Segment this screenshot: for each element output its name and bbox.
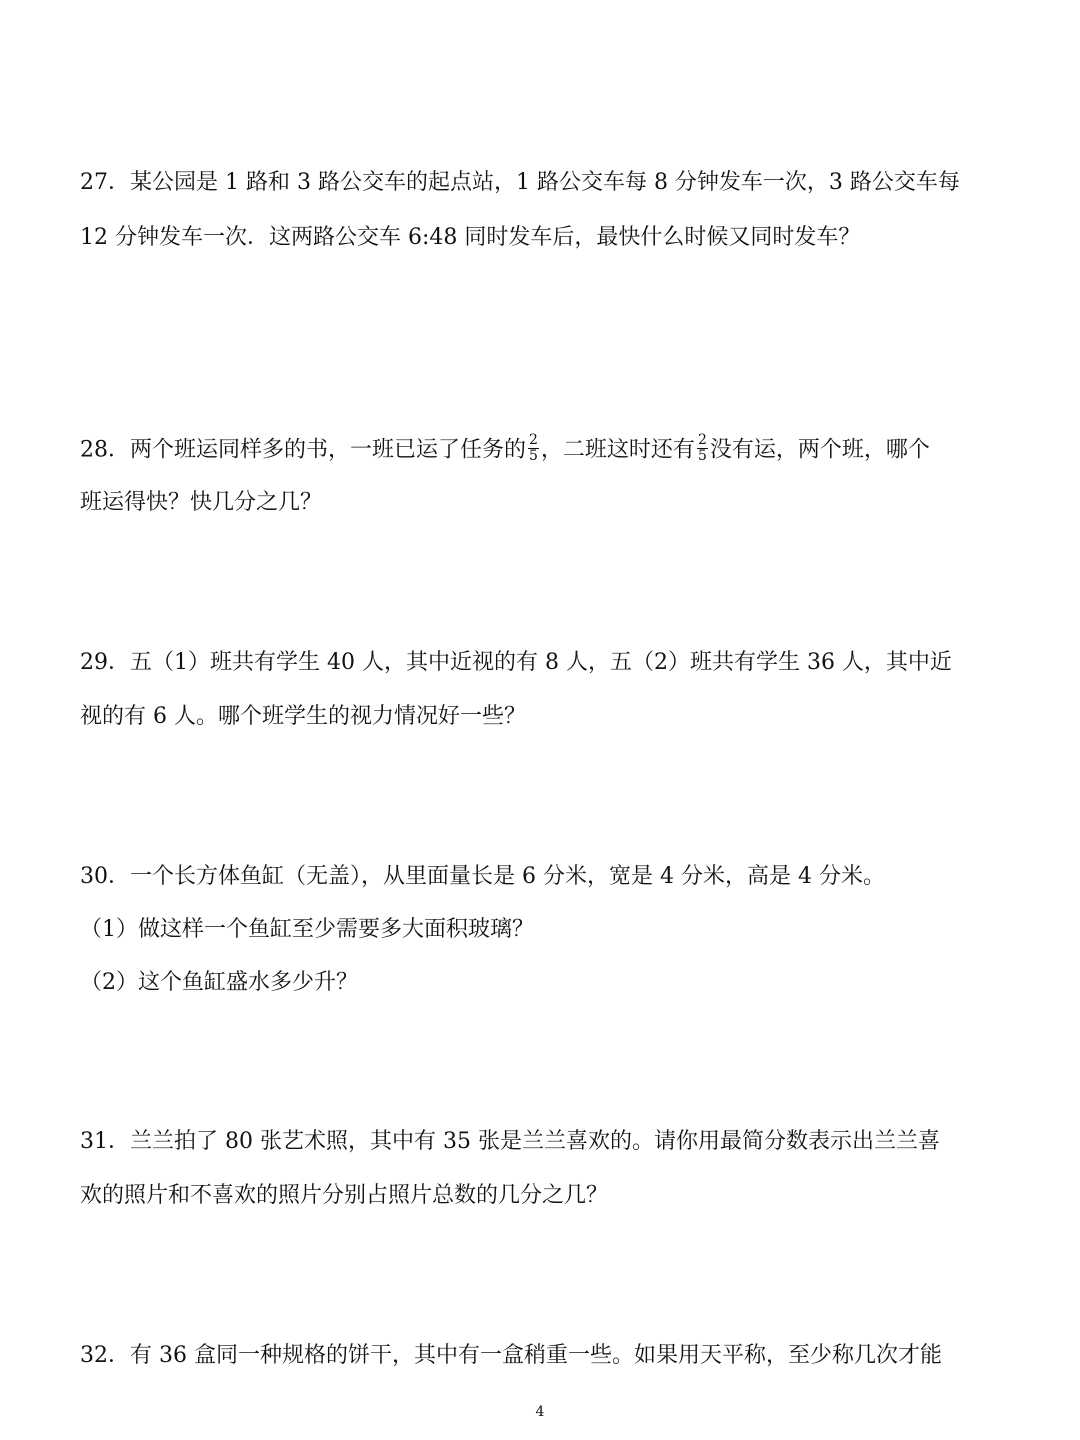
fraction-two-fifths-2	[697, 433, 708, 464]
question-28-text-c: 没有运，两个班，哪个	[709, 437, 930, 463]
question-27-line-1: 27．某公园是 1 路和 3 路公交车的起点站，1 路公交车每 8 分钟发车一次，3 路公交车每	[80, 170, 960, 195]
page-number: 4	[535, 1404, 545, 1420]
question-31-line-1: 31．兰兰拍了 80 张艺术照，其中有 35 张是兰兰喜欢的。请你用最简分数表示出兰兰喜	[80, 1129, 940, 1154]
question-27-line-2: 12 分钟发车一次．这两路公交车 6:48 同时发车后，最快什么时候又同时发车？	[80, 225, 861, 250]
question-29-line-1: 29．五（1）班共有学生 40 人，其中近视的有 8 人，五（2）班共有学生 36 人，其中近	[80, 650, 952, 675]
fraction-denominator: 5	[529, 448, 538, 464]
fraction-two-fifths-1	[528, 433, 539, 464]
fraction-numerator: 2	[529, 432, 538, 448]
question-30-sub-1: （1）做这样一个鱼缸至少需要多大面积玻璃？	[80, 917, 534, 942]
question-28-text-a: 28．两个班运同样多的书，一班已运了任务的	[80, 437, 526, 463]
question-28-line-2: 班运得快？快几分之几？	[80, 490, 323, 515]
fraction-denominator: 5	[697, 448, 707, 464]
question-30-line-1: 30．一个长方体鱼缸（无盖），从里面量长是 6 分米，宽是 4 分米，高是 4 分米。	[80, 864, 885, 889]
question-32-line-1: 32．有 36 盒同一种规格的饼干，其中有一盒稍重一些。如果用天平称，至少称几次才能	[80, 1343, 942, 1368]
question-29-line-2: 视的有 6 人。哪个班学生的视力情况好一些？	[80, 704, 526, 729]
fraction-numerator: 2	[697, 432, 707, 448]
question-28-text-b: ，二班这时还有	[540, 437, 695, 463]
question-30-sub-2: （2）这个鱼缸盛水多少升？	[80, 970, 358, 995]
question-31-line-2: 欢的照片和不喜欢的照片分别占照片总数的几分之几？	[80, 1183, 609, 1208]
question-28-line-1	[80, 432, 1010, 466]
